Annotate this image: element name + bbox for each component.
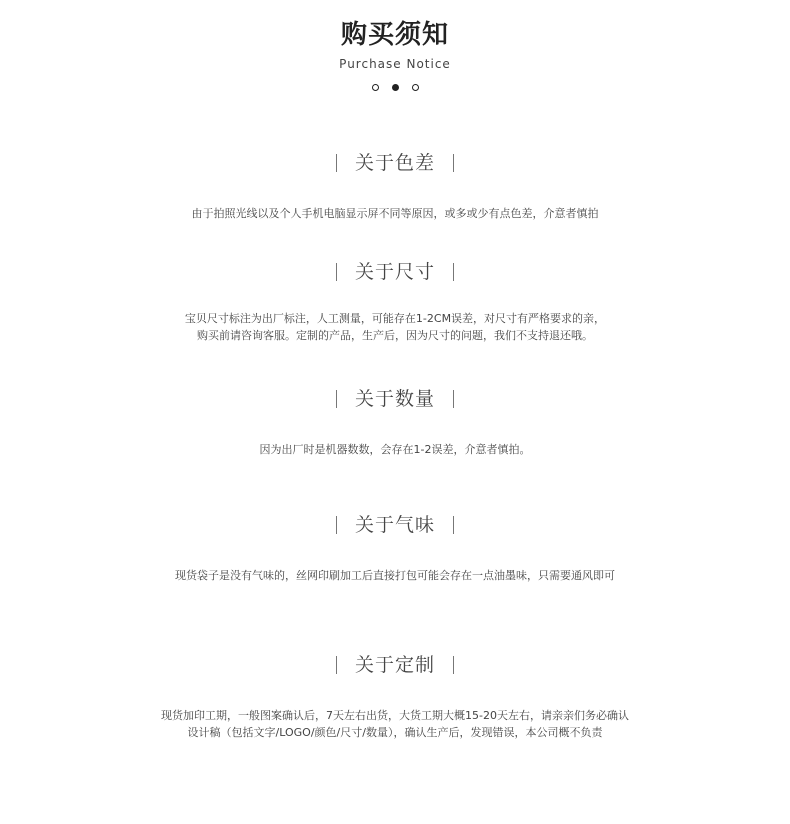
page-subtitle: Purchase Notice [339,57,451,71]
section-body-color [0,205,790,222]
heading-divider-left [336,516,337,534]
section-text-line: 现货袋子是没有气味的，丝网印刷加工后直接打包可能会存在一点油墨味，只需要通风即可 [175,569,615,582]
section-title: 关于数量 [354,388,435,410]
heading-divider-right [453,516,454,534]
section-heading-odor [0,513,790,537]
section-title: 关于气味 [354,514,435,536]
section-heading-size [0,260,790,284]
section-body-odor [0,567,790,584]
heading-divider-left [336,263,337,281]
section-text-line: 由于拍照光线以及个人手机电脑显示屏不同等原因，或多或少有点色差，介意者慎拍 [191,207,599,220]
indicator-dot-1 [372,84,379,91]
heading-divider-right [453,263,454,281]
section-text-line: 因为出厂时是机器数数，会存在1-2误差，介意者慎拍。 [259,443,531,456]
section-body-quantity [0,441,790,458]
section-body-size [0,310,790,344]
heading-divider-right [453,656,454,674]
heading-divider-left [336,656,337,674]
section-text-line: 现货加印工期，一般图案确认后，7天左右出货，大货工期大概15-20天左右，请亲亲们务必确认 [161,709,629,722]
indicator-dot-3 [412,84,419,91]
section-heading-color [0,151,790,175]
carousel-indicator [0,84,790,91]
section-title: 关于尺寸 [354,261,435,283]
section-heading-custom [0,653,790,677]
section-body-custom [0,707,790,741]
page-title: 购买须知 [340,20,449,50]
section-text-line: 设计稿（包括文字/LOGO/颜色/尺寸/数量），确认生产后，发现错误，本公司概不负责 [187,726,603,739]
heading-divider-left [336,154,337,172]
indicator-dot-2-active [392,84,399,91]
section-title: 关于色差 [354,152,435,174]
heading-divider-left [336,390,337,408]
section-heading-quantity [0,387,790,411]
heading-divider-right [453,154,454,172]
heading-divider-right [453,390,454,408]
section-title: 关于定制 [354,654,435,676]
section-text-line: 宝贝尺寸标注为出厂标注，人工测量，可能存在1-2CM误差，对尺寸有严格要求的亲， [184,312,606,325]
page-header [0,18,790,91]
section-text-line: 购买前请咨询客服。定制的产品，生产后，因为尺寸的问题，我们不支持退还哦。 [197,329,593,342]
